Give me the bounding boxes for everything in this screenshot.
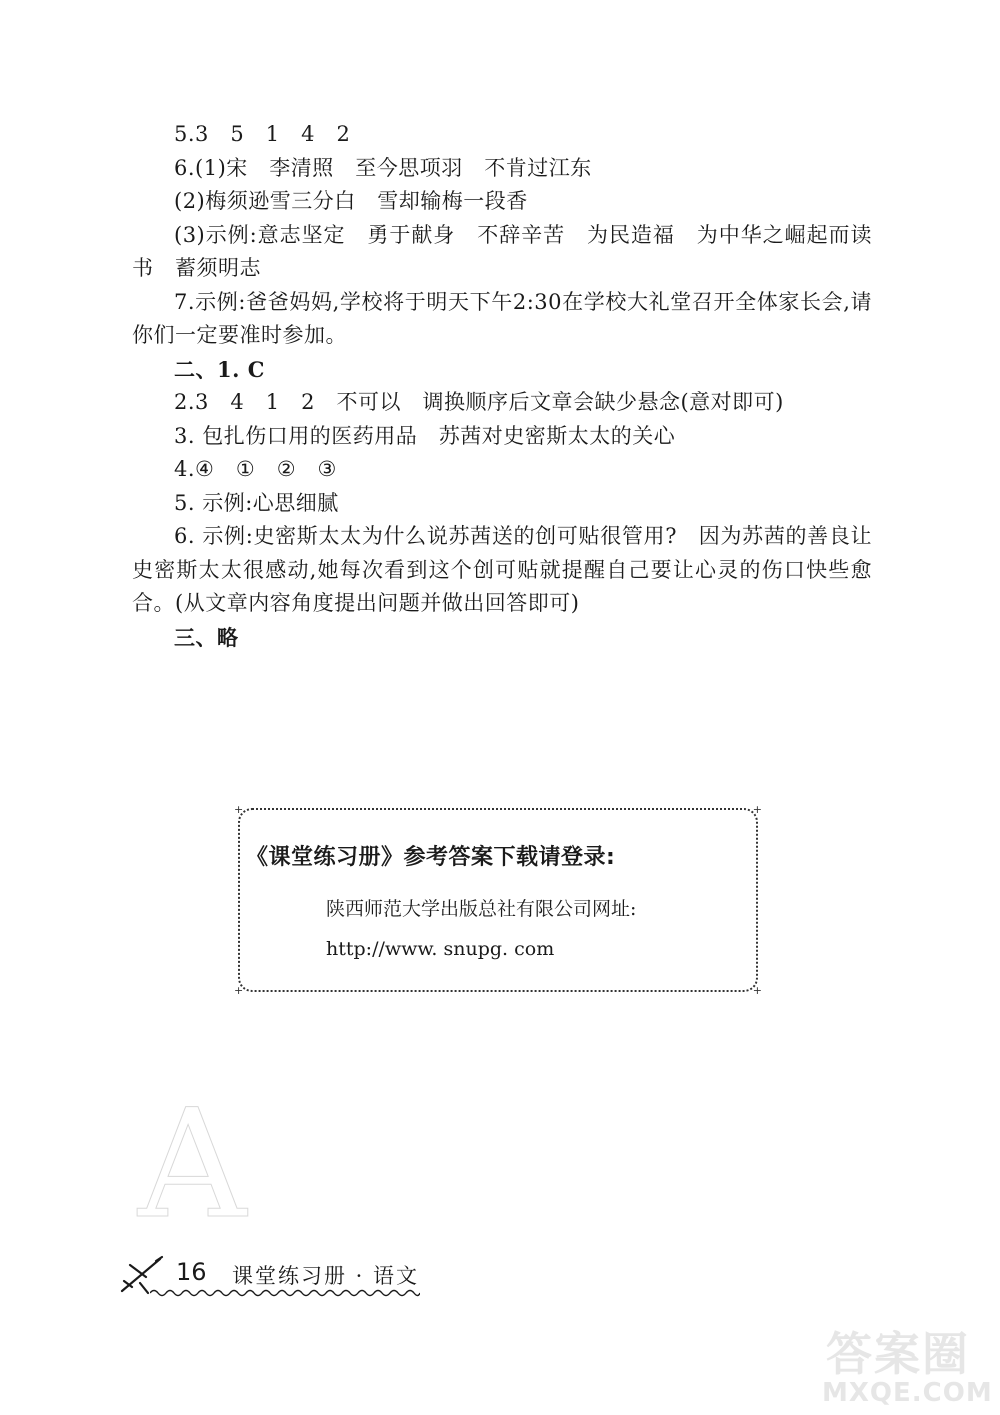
answer-2-3: 3. 包扎伤口用的医药用品 苏茜对史密斯太太的关心 [174,423,676,448]
notice-title: 《课堂练习册》参考答案下载请登录: [246,845,616,870]
watermark-domain: MXQE.COM [822,1378,993,1408]
corner-cross-icon: + [234,803,244,816]
answer-2-4: 4.④ ① ② ③ [174,457,337,481]
answer-2-6: 6. 示例:史密斯太太为什么说苏茜送的创可贴很管用? 因为苏茜的善良让史密斯太太很感动,她每次看到这个创可贴就提醒自己要让心灵的伤口快些愈合。(从文章内容角度提出问题并做出回答即可) [132,524,872,615]
answer-3: 三、略 [174,624,239,650]
answer-1-6-2: (2)梅须逊雪三分白 雪却输梅一段香 [174,189,528,213]
corner-cross-icon: + [752,984,762,997]
answer-1-6-3: (3)示例:意志坚定 勇于献身 不辞辛苦 为民造福 为中华之崛起而读书 蓄须明志 [132,222,872,280]
corner-cross-icon: + [234,984,244,997]
page-number: 16 [176,1258,207,1286]
website-url[interactable]: http://www. snupg. com [326,938,555,960]
answer-2-5: 5. 示例:心思细腻 [174,490,339,515]
answer-content [132,118,872,654]
decorative-letter: A [138,1078,247,1252]
wavy-underline [150,1288,420,1298]
answer-1-5: 5.3 5 1 4 2 [174,122,351,146]
answer-1-7: 7.示例:爸爸妈妈,学校将于明天下午2:30在学校大礼堂召开全体家长会,请你们一定要准时参加。 [132,289,872,347]
site-watermark [818,1318,993,1410]
download-notice-box [234,803,762,997]
answer-2-1: 二、1. C [174,356,265,382]
corner-cross-icon: + [752,803,762,816]
watermark-title: 答案圈 [826,1327,970,1381]
answer-2-2: 2.3 4 1 2 不可以 调换顺序后文章会缺少悬念(意对即可) [174,390,784,414]
publisher-label: 陕西师范大学出版总社有限公司网址: [326,898,637,920]
book-title: 课堂练习册 · 语文 [232,1264,420,1288]
answer-1-6-1: 6.(1)宋 李清照 至今思项羽 不肯过江东 [174,155,592,180]
